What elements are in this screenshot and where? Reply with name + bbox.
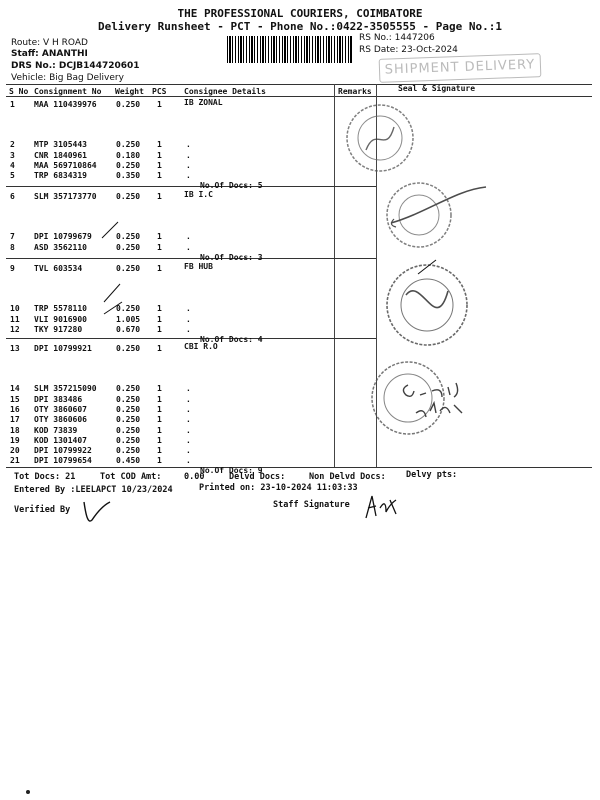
- drs-number: DRS No.: DCJB144720601: [11, 61, 140, 71]
- row-sno: 4: [10, 160, 15, 170]
- total-cod-amount: 0.00: [184, 472, 205, 482]
- staff-signature: [360, 490, 404, 524]
- total-docs: Tot Docs: 21: [14, 472, 76, 482]
- row-pcs: 1: [157, 384, 162, 394]
- row-sno: 16: [10, 404, 20, 414]
- seal-federal-bank: [387, 265, 467, 345]
- route: Route: V H ROAD: [11, 38, 88, 48]
- row-pcs: 1: [157, 232, 162, 242]
- row-weight: 0.250: [116, 425, 141, 435]
- row-consignee-dot: .: [186, 232, 191, 242]
- row-pcs: 1: [157, 425, 162, 435]
- document-title: Delivery Runsheet - PCT - Phone No.:0422-3505555 - Page No.:1: [98, 20, 502, 33]
- row-consignee-dot: .: [186, 456, 191, 466]
- row-consignment-no: KOD 73839: [34, 425, 78, 435]
- verified-by-label: Verified By: [14, 505, 71, 515]
- staff: Staff: ANANTHI: [11, 49, 88, 59]
- row-consignment-no: OTY 3860607: [34, 404, 87, 414]
- seal-cbi: [372, 362, 462, 434]
- row-consignee-dot: .: [186, 150, 191, 160]
- row-consignee-dot: .: [186, 384, 191, 394]
- row-pcs: 1: [157, 324, 162, 334]
- row-consignment-no: MTP 3105443: [34, 140, 87, 150]
- entered-by: Entered By :LEELAPCT 10/23/2024: [14, 485, 173, 495]
- row-consignment-no: TKY 917280: [34, 324, 83, 334]
- row-consignment-no: MAA 110439976: [34, 100, 97, 109]
- row-sno: 7: [10, 232, 15, 242]
- row-consignee-dot: .: [186, 324, 191, 334]
- row-weight: 0.250: [116, 160, 141, 170]
- seal-signature-area: [336, 95, 592, 470]
- row-consignment-no: TRP 6834319: [34, 171, 87, 181]
- col-sno: S No: [9, 87, 29, 96]
- group-doc-count: No.Of Docs: 3: [200, 252, 263, 262]
- delivered-docs: Delvd Docs:: [229, 472, 286, 482]
- row-weight: 0.250: [116, 140, 141, 150]
- row-consignee-dot: .: [186, 304, 191, 314]
- row-pcs: 1: [157, 344, 162, 353]
- rs-number: RS No.: 1447206: [359, 33, 435, 43]
- row-weight: 0.250: [116, 304, 141, 314]
- col-consignment: Consignment No: [34, 87, 102, 96]
- group-rule-1: [6, 186, 376, 187]
- row-pcs: 1: [157, 304, 162, 314]
- row-consignment-no: DPI 10799654: [34, 456, 92, 466]
- col-weight: Weight: [115, 87, 144, 96]
- row-sno: 15: [10, 394, 20, 404]
- row-sno: 1: [10, 100, 15, 109]
- row-consignee-dot: .: [186, 314, 191, 324]
- row-consignment-no: DPI 10799922: [34, 446, 92, 456]
- row-consignment-no: SLM 357173770: [34, 192, 97, 201]
- row-consignee-dot: .: [186, 415, 191, 425]
- row-sno: 5: [10, 171, 15, 181]
- row-sno: 17: [10, 415, 20, 425]
- row-weight: 0.250: [116, 384, 141, 394]
- row-pcs: 1: [157, 150, 162, 160]
- row-consignee-dot: .: [186, 435, 191, 445]
- shipment-delivery-stamp: SHIPMENT DELIVERY: [379, 53, 542, 83]
- col-seal: Seal & Signature: [398, 84, 476, 93]
- row-weight: 0.250: [116, 435, 141, 445]
- group-rule-3: [6, 338, 376, 339]
- row-consignment-no: CNR 1840961: [34, 150, 87, 160]
- group-doc-count: No.Of Docs: 5: [200, 181, 263, 191]
- row-weight: 0.250: [116, 100, 141, 109]
- row-pcs: 1: [157, 192, 162, 201]
- row-sno: 8: [10, 242, 15, 252]
- row-weight: 0.450: [116, 456, 141, 466]
- row-consignment-no: OTY 3860606: [34, 415, 87, 425]
- row-weight: 0.250: [116, 415, 141, 425]
- consignee-name: FB HUB: [184, 262, 213, 271]
- row-pcs: 1: [157, 171, 162, 181]
- row-sno: 14: [10, 384, 20, 394]
- row-weight: 0.670: [116, 324, 141, 334]
- row-pcs: 1: [157, 435, 162, 445]
- row-sno: 3: [10, 150, 15, 160]
- table-top-rule: [6, 84, 592, 85]
- seal-ib-ic: [387, 183, 486, 247]
- row-sno: 13: [10, 344, 20, 353]
- row-pcs: 1: [157, 394, 162, 404]
- vehicle: Vehicle: Big Bag Delivery: [11, 73, 124, 83]
- tick-marks: [60, 220, 130, 330]
- row-weight: 0.350: [116, 171, 141, 181]
- delivery-points: Delvy pts:: [406, 470, 458, 480]
- row-pcs: 1: [157, 100, 162, 109]
- row-pcs: 1: [157, 140, 162, 150]
- row-pcs: 1: [157, 314, 162, 324]
- row-consignee-dot: .: [186, 160, 191, 170]
- row-sno: 10: [10, 304, 20, 314]
- row-pcs: 1: [157, 456, 162, 466]
- col-remarks: Remarks: [338, 87, 372, 96]
- row-consignment-no: DPI 383486: [34, 394, 83, 404]
- row-weight: 1.005: [116, 314, 141, 324]
- row-weight: 0.250: [116, 232, 141, 242]
- row-consignment-no: MAA 569710864: [34, 160, 97, 170]
- non-delivered-docs: Non Delvd Docs:: [309, 472, 386, 482]
- row-pcs: 1: [157, 264, 162, 273]
- row-weight: 0.250: [116, 404, 141, 414]
- row-consignee-dot: .: [186, 171, 191, 181]
- row-pcs: 1: [157, 446, 162, 456]
- printed-on: Printed on: 23-10-2024 11:03:33: [199, 483, 358, 493]
- row-consignment-no: TRP 5578110: [34, 304, 87, 314]
- barcode: [227, 36, 353, 63]
- row-sno: 9: [10, 264, 15, 273]
- consignee-name: IB I.C: [184, 190, 213, 199]
- row-consignee-dot: .: [186, 404, 191, 414]
- row-pcs: 1: [157, 242, 162, 252]
- row-sno: 19: [10, 435, 20, 445]
- row-consignee-dot: .: [186, 446, 191, 456]
- row-weight: 0.250: [116, 264, 141, 273]
- row-consignee-dot: .: [186, 242, 191, 252]
- row-consignment-no: KOD 1301407: [34, 435, 87, 445]
- row-sno: 6: [10, 192, 15, 201]
- consignee-name: CBI R.O: [184, 342, 218, 351]
- row-sno: 2: [10, 140, 15, 150]
- row-consignee-dot: .: [186, 394, 191, 404]
- row-weight: 0.250: [116, 446, 141, 456]
- row-consignment-no: TVL 603534: [34, 264, 83, 273]
- row-consignment-no: DPI 10799679: [34, 232, 92, 242]
- row-weight: 0.180: [116, 150, 141, 160]
- remarks-divider: [334, 84, 335, 468]
- row-sno: 18: [10, 425, 20, 435]
- seal-indian-bank: [347, 105, 413, 171]
- row-weight: 0.250: [116, 242, 141, 252]
- consignee-name: IB ZONAL: [184, 98, 223, 107]
- col-pcs: PCS: [152, 87, 167, 96]
- company-name: THE PROFESSIONAL COURIERS, COIMBATORE: [177, 7, 423, 20]
- row-pcs: 1: [157, 415, 162, 425]
- scan-artifact: [26, 790, 30, 794]
- row-consignee-dot: .: [186, 425, 191, 435]
- row-consignment-no: DPI 10799921: [34, 344, 92, 353]
- row-sno: 21: [10, 456, 20, 466]
- total-cod-label: Tot COD Amt:: [100, 472, 162, 482]
- row-consignment-no: VLI 9016900: [34, 314, 87, 324]
- row-sno: 20: [10, 446, 20, 456]
- group-doc-count: No.Of Docs: 9: [200, 466, 263, 476]
- row-weight: 0.250: [116, 192, 141, 201]
- col-consignee: Consignee Details: [184, 87, 266, 96]
- row-weight: 0.250: [116, 394, 141, 404]
- row-consignment-no: ASD 3562110: [34, 242, 87, 252]
- row-sno: 12: [10, 324, 20, 334]
- group-doc-count: No.Of Docs: 4: [200, 334, 263, 344]
- row-sno: 11: [10, 314, 20, 324]
- row-pcs: 1: [157, 404, 162, 414]
- row-consignee-dot: .: [186, 140, 191, 150]
- row-pcs: 1: [157, 160, 162, 170]
- row-consignment-no: SLM 357215090: [34, 384, 97, 394]
- rs-date: RS Date: 23-Oct-2024: [359, 45, 458, 55]
- staff-signature-label: Staff Signature: [273, 500, 350, 510]
- row-weight: 0.250: [116, 344, 141, 353]
- verified-signature: [80, 496, 120, 528]
